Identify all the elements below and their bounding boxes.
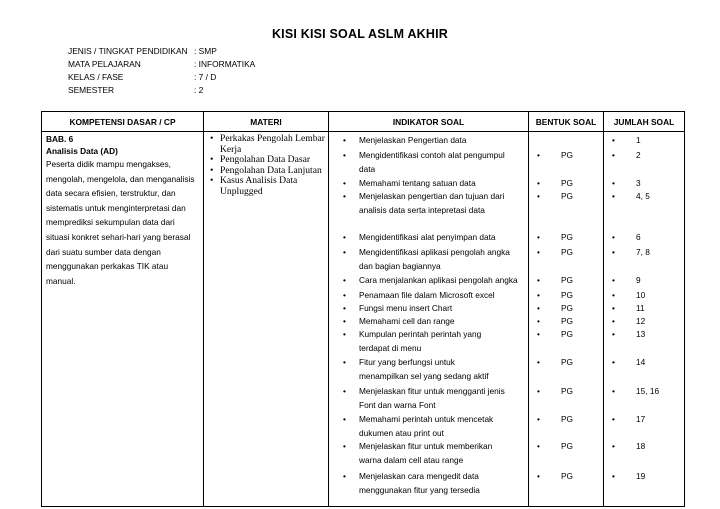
bentuk-value: PG xyxy=(561,150,573,160)
bentuk-value: PG xyxy=(561,178,573,188)
bullet-icon: • xyxy=(343,357,346,367)
table-row xyxy=(42,132,685,507)
indikator-text xyxy=(359,470,529,497)
kd-line: menggunakan perkakas TIK atau xyxy=(46,261,169,272)
header-indikator: INDIKATOR SOAL xyxy=(329,112,529,132)
bullet-icon: • xyxy=(612,414,615,424)
bullet-icon: • xyxy=(612,290,615,300)
bullet-icon: • xyxy=(343,316,346,326)
bab-label: BAB. 6 xyxy=(46,134,74,144)
indikator-text xyxy=(359,289,529,303)
indikator-line: Kumpulan perintah perintah yang xyxy=(359,329,482,339)
indikator-line: Menjelaskan cara mengedit data xyxy=(359,471,479,481)
bullet-icon: • xyxy=(612,316,615,326)
unit-label: Analisis Data (AD) xyxy=(46,146,118,156)
jumlah-value: 3 xyxy=(636,178,641,188)
bullet-icon: • xyxy=(537,357,540,367)
bullet-icon: • xyxy=(537,316,540,326)
indikator-text xyxy=(359,231,529,245)
indikator-text xyxy=(359,190,529,217)
bullet-icon: • xyxy=(612,275,615,285)
bullet-icon: • xyxy=(612,247,615,257)
indikator-text xyxy=(359,302,529,316)
bentuk-value: PG xyxy=(561,232,573,242)
jumlah-value: 19 xyxy=(636,471,646,481)
indikator-text xyxy=(359,177,529,191)
indikator-text xyxy=(359,315,529,329)
indikator-line: Mengidentifikasi aplikasi pengolah angka xyxy=(359,247,510,257)
bentuk-value: PG xyxy=(561,386,573,396)
bullet-icon: • xyxy=(612,303,615,313)
bentuk-value: PG xyxy=(561,316,573,326)
indikator-line: Penamaan file dalam Microsoft excel xyxy=(359,290,495,300)
jumlah-value: 10 xyxy=(636,290,646,300)
bullet-icon: • xyxy=(612,232,615,242)
bentuk-value: PG xyxy=(561,191,573,201)
bentuk-value: PG xyxy=(561,414,573,424)
jumlah-value: 1 xyxy=(636,135,641,145)
bullet-icon: • xyxy=(343,135,346,145)
indikator-line: analisis data serta intepretasi data xyxy=(359,204,485,215)
kompetensi-cell xyxy=(42,132,204,507)
indikator-line: Mengidentifikasi alat penyimpan data xyxy=(359,232,496,242)
jumlah-value: 15, 16 xyxy=(636,386,660,396)
jumlah-value: 18 xyxy=(636,441,646,451)
indikator-line: Memahami cell dan range xyxy=(359,316,455,326)
kd-line: data secara efisien, terstruktur, dan xyxy=(46,188,176,199)
bullet-icon: • xyxy=(612,135,615,145)
kd-line: mengolah, mengelola, dan menganalisis xyxy=(46,173,195,184)
bullet-icon: • xyxy=(537,178,540,188)
bullet-icon: • xyxy=(343,303,346,313)
jumlah-cell xyxy=(604,132,685,507)
jumlah-value: 2 xyxy=(636,150,641,160)
meta-row-jenjang xyxy=(68,45,255,58)
indikator-line: Fungsi menu insert Chart xyxy=(359,303,453,313)
bullet-icon: • xyxy=(537,303,540,313)
bullet-icon: • xyxy=(343,247,346,257)
bullet-icon: • xyxy=(537,441,540,451)
table-header-row xyxy=(42,112,685,132)
indikator-line: Mengidentifikasi contoh alat pengumpul xyxy=(359,150,505,160)
document-title: KISI KISI SOAL ASLM AKHIR xyxy=(271,27,449,41)
indikator-text xyxy=(359,246,529,273)
bullet-icon: • xyxy=(343,290,346,300)
meta-value: : SMP xyxy=(194,46,217,56)
bullet-icon: • xyxy=(537,275,540,285)
kd-line: situasi konkret sehari-hari yang berasal xyxy=(46,231,191,242)
bullet-icon: • xyxy=(612,191,615,201)
indikator-line: menampilkan sel yang sedang aktif xyxy=(359,370,489,381)
indikator-line: Font dan warna Font xyxy=(359,399,436,410)
bullet-icon: • xyxy=(612,471,615,481)
bullet-icon: • xyxy=(343,471,346,481)
jumlah-value: 7, 8 xyxy=(636,247,650,257)
bullet-icon: • xyxy=(537,329,540,339)
jumlah-value: 13 xyxy=(636,329,646,339)
bullet-icon: • xyxy=(537,191,540,201)
indikator-cell xyxy=(329,132,529,507)
meta-value: : 2 xyxy=(194,85,204,95)
indikator-text xyxy=(359,274,529,288)
document-meta xyxy=(68,45,255,97)
indikator-text xyxy=(359,413,529,440)
meta-row-semester xyxy=(68,84,255,97)
indikator-text xyxy=(359,328,529,355)
indikator-line: Menjelaskan pengertian dan tujuan dari xyxy=(359,191,505,201)
header-kompetensi: KOMPETENSI DASAR / CP xyxy=(42,112,204,132)
bullet-icon: • xyxy=(343,150,346,160)
kd-line: sistematis untuk menginterpretasi dan xyxy=(46,202,186,213)
bentuk-value: PG xyxy=(561,471,573,481)
indikator-line: dukumen atau print out xyxy=(359,427,444,438)
bullet-icon: • xyxy=(537,232,540,242)
materi-item: • Pengolahan Data Lanjutan xyxy=(204,166,328,177)
indikator-line: Menjelaskan fitur untuk memberikan xyxy=(359,441,493,451)
indikator-line: warna dalam cell atau range xyxy=(359,454,464,465)
indikator-line: Memahami tentang satuan data xyxy=(359,178,476,188)
bullet-icon: • xyxy=(612,150,615,160)
kd-line: memprediksi sekumpulan data dari xyxy=(46,217,175,228)
kd-line: dari suatu sumber data dengan xyxy=(46,246,161,257)
bullet-icon: • xyxy=(537,247,540,257)
bullet-icon: • xyxy=(537,150,540,160)
bullet-icon: • xyxy=(612,178,615,188)
meta-label: JENIS / TINGKAT PENDIDIKAN xyxy=(68,46,188,56)
indikator-text xyxy=(359,356,529,383)
bullet-icon: • xyxy=(612,329,615,339)
jumlah-value: 17 xyxy=(636,414,646,424)
materi-item: • Kasus Analisis Data Unplugged xyxy=(204,176,328,197)
meta-label: KELAS / FASE xyxy=(68,72,124,82)
bullet-icon: • xyxy=(537,414,540,424)
kd-line: manual. xyxy=(46,275,76,286)
bullet-icon: • xyxy=(537,386,540,396)
bullet-icon: • xyxy=(343,191,346,201)
bentuk-value: PG xyxy=(561,275,573,285)
materi-item: • Pengolahan Data Dasar xyxy=(204,155,328,166)
indikator-text xyxy=(359,149,529,176)
bullet-icon: • xyxy=(343,441,346,451)
materi-cell xyxy=(204,132,329,507)
bullet-icon: • xyxy=(343,232,346,242)
header-bentuk: BENTUK SOAL xyxy=(529,112,604,132)
bentuk-value: PG xyxy=(561,290,573,300)
meta-row-mapel xyxy=(68,58,255,71)
indikator-line: Memahami perintah untuk mencetak xyxy=(359,414,494,424)
bullet-icon: • xyxy=(343,329,346,339)
indikator-line: terdapat di menu xyxy=(359,342,422,353)
kisi-kisi-table xyxy=(41,111,685,507)
jumlah-value: 14 xyxy=(636,357,646,367)
meta-value: : INFORMATIKA xyxy=(194,59,256,69)
jumlah-value: 9 xyxy=(636,275,641,285)
bullet-icon: • xyxy=(343,275,346,285)
indikator-line: data xyxy=(359,163,376,174)
jumlah-value: 4, 5 xyxy=(636,191,650,201)
bentuk-value: PG xyxy=(561,329,573,339)
bullet-icon: • xyxy=(537,290,540,300)
meta-value: : 7 / D xyxy=(194,72,217,82)
kd-line: Peserta didik mampu mengakses, xyxy=(46,159,171,169)
indikator-line: Cara menjalankan aplikasi pengolah angka xyxy=(359,275,518,285)
indikator-text xyxy=(359,385,529,412)
bentuk-value: PG xyxy=(561,247,573,257)
bentuk-value: PG xyxy=(561,441,573,451)
bullet-icon: • xyxy=(343,386,346,396)
header-jumlah: JUMLAH SOAL xyxy=(604,112,685,132)
indikator-line: dan bagian bagiannya xyxy=(359,260,441,271)
indikator-text xyxy=(359,440,529,467)
bullet-icon: • xyxy=(343,414,346,424)
jumlah-value: 11 xyxy=(636,303,645,313)
meta-label: MATA PELAJARAN xyxy=(68,59,141,69)
bentuk-value: PG xyxy=(561,357,573,367)
jumlah-value: 12 xyxy=(636,316,646,326)
materi-item: • Perkakas Pengolah Lembar Kerja xyxy=(204,134,328,155)
meta-label: SEMESTER xyxy=(68,85,115,95)
bullet-icon: • xyxy=(612,386,615,396)
bullet-icon: • xyxy=(343,178,346,188)
materi-list xyxy=(204,132,328,198)
meta-row-kelas xyxy=(68,71,255,84)
bentuk-value: PG xyxy=(561,303,573,313)
indikator-text xyxy=(359,134,529,148)
header-materi: MATERI xyxy=(204,112,329,132)
bullet-icon: • xyxy=(612,441,615,451)
indikator-line: Fitur yang berfungsi untuk xyxy=(359,357,455,367)
indikator-line: Menjelaskan fitur untuk mengganti jenis xyxy=(359,386,505,396)
jumlah-value: 6 xyxy=(636,232,641,242)
indikator-line: menggunakan fitur yang tersedia xyxy=(359,484,480,495)
bentuk-cell xyxy=(529,132,604,507)
bullet-icon: • xyxy=(612,357,615,367)
bullet-icon: • xyxy=(537,471,540,481)
indikator-line: Menjelaskan Pengertian data xyxy=(359,135,467,145)
